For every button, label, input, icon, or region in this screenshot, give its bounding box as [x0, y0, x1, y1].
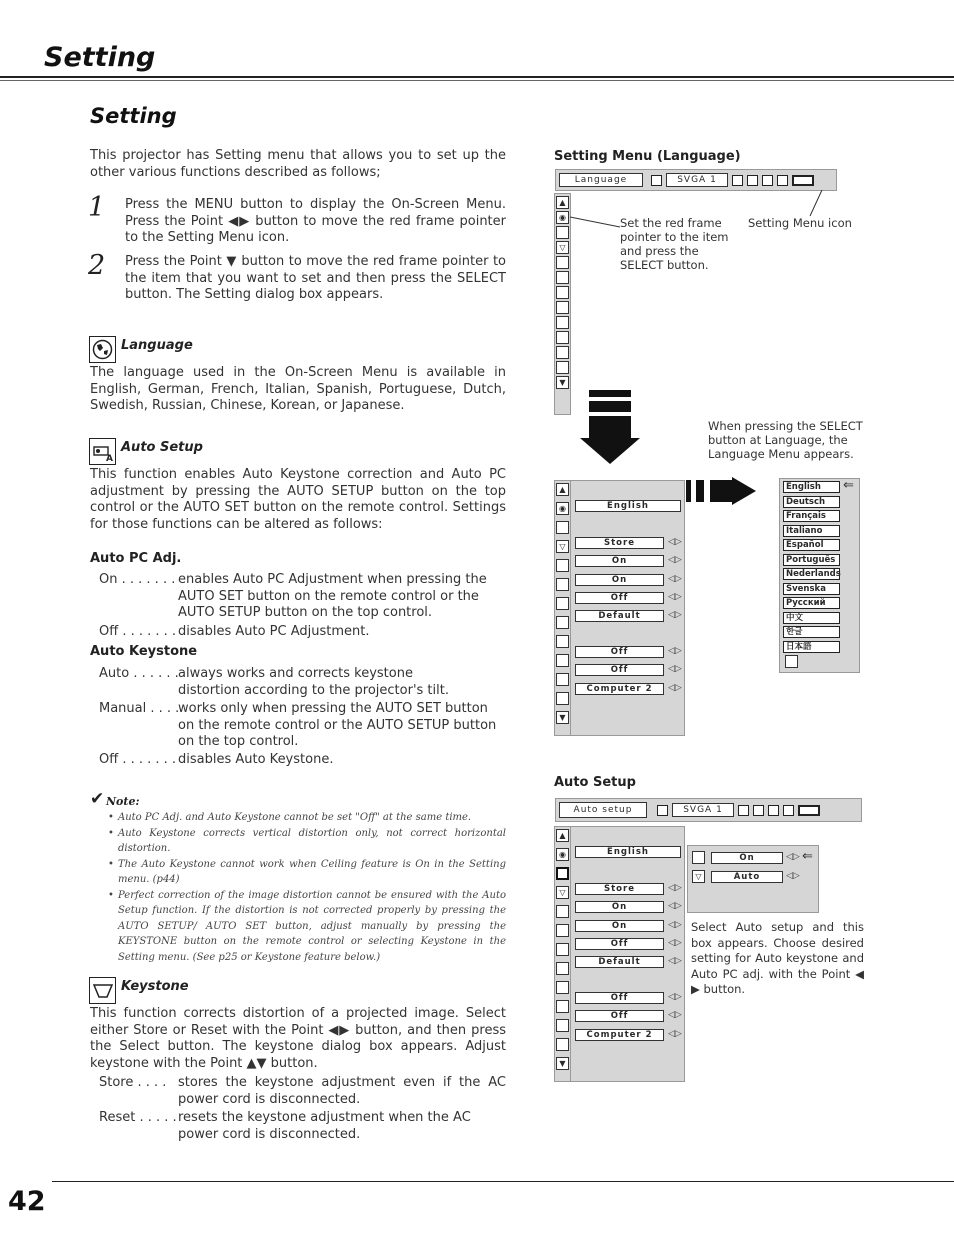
keystone-title: Keystone: [121, 979, 189, 994]
language-list: [779, 478, 860, 673]
language-option[interactable]: Español: [783, 539, 840, 551]
language-option[interactable]: Svenska: [783, 583, 840, 595]
caption-setting-icon: Setting Menu icon: [748, 216, 852, 230]
menu3-field-power: Computer 2: [575, 1029, 664, 1041]
keystone-icon: ▽: [556, 886, 569, 899]
auto-keystone-auto-term: Auto . . . . . .: [99, 666, 179, 681]
auto-keystone-title: Auto Keystone: [90, 644, 198, 659]
menu2-arrows-icon: ◁▷: [668, 683, 682, 693]
step-1-number: 1: [88, 192, 106, 223]
up-arrow-icon: ▲: [556, 829, 569, 842]
up-arrow-icon: ▲: [556, 196, 569, 209]
menu3-field-svga: SVGA 1: [672, 803, 734, 817]
auto-keystone-icon: ▽: [692, 870, 705, 883]
menu3-arrows-icon: ◁▷: [668, 883, 682, 893]
power-mgmt-icon: [556, 346, 569, 359]
rear-icon: [556, 981, 569, 994]
menu2-field-language: English: [575, 500, 681, 512]
menu1-field-svga: SVGA 1: [666, 173, 728, 187]
screen-icon: [753, 805, 764, 816]
sound-icon: [768, 805, 779, 816]
svg-text:A: A: [105, 453, 113, 462]
ceiling-icon: [556, 301, 569, 314]
caption-auto-setup: Select Auto setup and this box appears. Choose desired setting for Auto keystone and Auto PC adj. with the Point ◀ ▶ button.: [691, 920, 864, 996]
auto-pc-adj-on-term: On . . . . . . .: [99, 572, 176, 587]
keystone-body: This function corrects distortion of a projected image. Select either Store or Reset with the Point ◀▶ button, and then press the Select button. The keystone dialog box appears. Adjust keystone with the Point ▲▼ button.: [90, 1006, 506, 1071]
power-mgmt-icon: [556, 1019, 569, 1032]
input-icon: [657, 805, 668, 816]
language-option[interactable]: Nederlands: [783, 568, 840, 580]
menu3-arrows-icon: ◁▷: [668, 920, 682, 930]
menu2-arrows-icon: ◁▷: [668, 664, 682, 674]
keystone-store-term: Store . . . .: [99, 1075, 167, 1090]
keystone-icon: ▽: [556, 241, 569, 254]
auto-setup-title: Auto Setup: [121, 440, 203, 455]
auto-keystone-off-desc: disables Auto Keystone.: [178, 752, 334, 767]
step-1-text: Press the MENU button to display the On-Screen Menu. Press the Point ◀▶ button to move the red frame pointer to the Setting Menu icon.: [125, 197, 506, 245]
auto-keystone-manual-term: Manual . . . .: [99, 701, 180, 716]
menu3-field-logo: Off: [575, 938, 664, 950]
menu3-arrows-icon: ◁▷: [668, 1029, 682, 1039]
menu2-field-logo: Off: [575, 592, 664, 604]
down-arrow-icon: ▼: [556, 1057, 569, 1070]
menu1-title: Setting Menu (Language): [554, 149, 741, 164]
menu2-field-blue-back: On: [575, 555, 664, 567]
keystone-icon: [89, 977, 116, 1004]
up-arrow-icon: ▲: [556, 483, 569, 496]
menu2-arrows-icon: ◁▷: [668, 646, 682, 656]
display-icon: [556, 578, 569, 591]
step-2-text: Press the Point ▼ button to move the red frame pointer to the item that you want to set and then press the SELECT button. The Setting dialog box appears.: [125, 254, 506, 302]
right-big-arrow-icon: [686, 477, 770, 507]
pc-adjust-icon: [783, 805, 794, 816]
menu3-field-rear: Off: [575, 992, 664, 1004]
setting-icon: [798, 805, 820, 816]
logo-icon: [556, 597, 569, 610]
auto-keystone-off-term: Off . . . . . . .: [99, 752, 177, 767]
down-arrow-icon: ▼: [556, 711, 569, 724]
note-item: • Auto Keystone corrects vertical distortion only, not correct horizontal distortion.: [108, 827, 506, 854]
logo-icon: [556, 943, 569, 956]
menu3-icon-column: [554, 826, 571, 1082]
menu3-arrows-icon: ◁▷: [668, 956, 682, 966]
blue-back-icon: [556, 256, 569, 269]
language-option[interactable]: 中文: [783, 612, 840, 624]
menu3-toolbar: [555, 798, 862, 822]
menu3-arrows-icon: ◁▷: [668, 901, 682, 911]
down-arrow-icon: ▼: [556, 376, 569, 389]
language-option[interactable]: Português: [783, 554, 840, 566]
auto-pc-adj-icon: [692, 851, 705, 864]
auto-pc-adj-off-term: Off . . . . . . .: [99, 624, 177, 639]
language-option[interactable]: Italiano: [783, 525, 840, 537]
auto-setup-icon: [556, 867, 569, 880]
terminal-icon: [556, 654, 569, 667]
language-body: The language used in the On-Screen Menu is available in English, German, French, Italian, Spanish, Portuguese, Dutch, Swedish, Russian, Chinese, Korean, or Japanese.: [90, 365, 506, 413]
keystone-reset-term: Reset . . . . .: [99, 1110, 177, 1125]
rear-icon: [556, 316, 569, 329]
menu3-field-ceiling: Default: [575, 956, 664, 968]
auto-pc-adj-on-desc: enables Auto PC Adjustment when pressing the AUTO SET button on the remote control or the AUTO SETUP button on the top control.: [178, 572, 487, 620]
lamp-icon: [556, 361, 569, 374]
caption-red-frame: Set the red frame pointer to the item and press the SELECT button.: [620, 216, 729, 272]
language-icon: ◉: [556, 502, 569, 515]
menu2-arrows-icon: ◁▷: [668, 574, 682, 584]
language-option[interactable]: 日本語: [783, 641, 840, 653]
auto-pc-adj-off-desc: disables Auto PC Adjustment.: [178, 624, 370, 639]
blue-back-icon: [556, 559, 569, 572]
language-icon: ◉: [556, 848, 569, 861]
menu2-icon-column: [554, 480, 571, 736]
intro-text: This projector has Setting menu that allows you to set up the other various functions described as follows;: [90, 148, 506, 180]
exit-icon[interactable]: [785, 655, 798, 668]
note-check-icon: ✔: [90, 789, 105, 809]
display-icon: [556, 924, 569, 937]
auto-setup-icon: [89, 438, 116, 465]
keystone-reset-desc: resets the keystone adjustment when the AC power cord is disconnected.: [178, 1110, 471, 1142]
menu3-arrows-icon: ◁▷: [668, 938, 682, 948]
keystone-icon: ▽: [556, 540, 569, 553]
page-number: 42: [8, 1186, 46, 1217]
page-header-title: Setting: [44, 42, 156, 73]
keystone-store-desc: stores the keystone adjustment even if the AC power cord is disconnected.: [178, 1075, 506, 1107]
menu2-arrows-icon: ◁▷: [668, 537, 682, 547]
menu2-arrows-icon: ◁▷: [668, 592, 682, 602]
language-icon: [89, 336, 116, 363]
display-icon: [556, 271, 569, 284]
note-list: [108, 810, 506, 965]
auto-keystone-auto-desc: always works and corrects keystone distortion according to the projector's tilt.: [178, 666, 449, 698]
menu3-field-display: On: [575, 920, 664, 932]
terminal-icon: [556, 1000, 569, 1013]
menu2-field-power: Computer 2: [575, 683, 664, 695]
popup-field-auto-pc-adj[interactable]: On: [711, 852, 783, 864]
menu3-field-language: English: [575, 846, 681, 858]
language-option[interactable]: Deutsch: [783, 496, 840, 508]
power-mgmt-icon: [556, 673, 569, 686]
step-2-number: 2: [88, 250, 106, 281]
caption-select-language: When pressing the SELECT button at Language, the Language Menu appears.: [708, 419, 863, 461]
menu2-field-display: On: [575, 574, 664, 586]
note-item: • Auto PC Adj. and Auto Keystone cannot be set "Off" at the same time.: [108, 812, 472, 823]
menu1-field-language: Language: [559, 173, 643, 187]
menu3-field-blue-back: On: [575, 901, 664, 913]
blue-back-icon: [556, 905, 569, 918]
language-title: Language: [121, 338, 193, 353]
language-option[interactable]: Français: [783, 510, 840, 522]
auto-setup-body: This function enables Auto Keystone correction and Auto PC adjustment by pressing the AUTO SETUP button on the top control or the AUTO SET button on the remote control. Settings for those functions can be altered as follows:: [90, 467, 506, 532]
lamp-icon: [556, 1038, 569, 1051]
header-rule-thin: [0, 80, 954, 81]
auto-keystone-manual-desc: works only when pressing the AUTO SET button on the remote control or the AUTO SETUP button on the top control.: [178, 701, 497, 749]
menu2-field-rear: Off: [575, 646, 664, 658]
section-title: Setting: [90, 104, 177, 128]
menu3-field-keystone: Store: [575, 883, 664, 895]
language-option[interactable]: Русский: [783, 597, 840, 609]
menu2-panel: [554, 480, 685, 736]
popup-arrows-icon: ◁▷: [786, 852, 800, 862]
menu3-field-auto-setup: Auto setup: [559, 802, 647, 818]
note-item: • The Auto Keystone cannot work when Ceiling feature is On in the Setting menu. (p44): [108, 858, 506, 885]
image-icon: [738, 805, 749, 816]
logo-icon: [556, 286, 569, 299]
header-rule: [0, 76, 954, 78]
ceiling-icon: [556, 616, 569, 629]
menu3-arrows-icon: ◁▷: [668, 1010, 682, 1020]
down-big-arrow-icon: [580, 390, 640, 474]
lamp-icon: [556, 692, 569, 705]
auto-pc-adj-title: Auto PC Adj.: [90, 551, 182, 566]
note-item: • Perfect correction of the image distortion cannot be ensured with the Auto Setup function. If the distortion is not corrected properly by pressing the AUTO SETUP/ AUTO SET button, adjust manually by pressing the KEYSTONE button on the remote control or selecting Keystone in the Setting menu. (See p25 or Keystone feature below.): [108, 889, 506, 963]
auto-setup-icon: [556, 521, 569, 534]
language-option[interactable]: English: [783, 481, 840, 493]
menu3-field-terminal: Off: [575, 1010, 664, 1022]
popup-field-auto-keystone[interactable]: Auto: [711, 871, 783, 883]
menu2-arrows-icon: ◁▷: [668, 555, 682, 565]
terminal-icon: [556, 331, 569, 344]
language-icon: ◉: [556, 211, 569, 224]
ceiling-icon: [556, 962, 569, 975]
menu3-panel: [554, 826, 685, 1082]
popup-arrows-icon: ◁▷: [786, 871, 800, 881]
menu3-arrows-icon: ◁▷: [668, 992, 682, 1002]
rear-icon: [556, 635, 569, 648]
footer-rule: [52, 1181, 954, 1182]
menu2-field-keystone: Store: [575, 537, 664, 549]
menu2-field-terminal: Off: [575, 664, 664, 676]
menu2-field-ceiling: Default: [575, 610, 664, 622]
pointer-arrow-icon: ⇐: [843, 478, 854, 493]
note-label: Note:: [106, 795, 140, 808]
pointer-arrow-icon: ⇐: [802, 849, 813, 864]
menu2-arrows-icon: ◁▷: [668, 610, 682, 620]
language-option[interactable]: 한글: [783, 626, 840, 638]
auto-setup-menu-title: Auto Setup: [554, 775, 636, 790]
